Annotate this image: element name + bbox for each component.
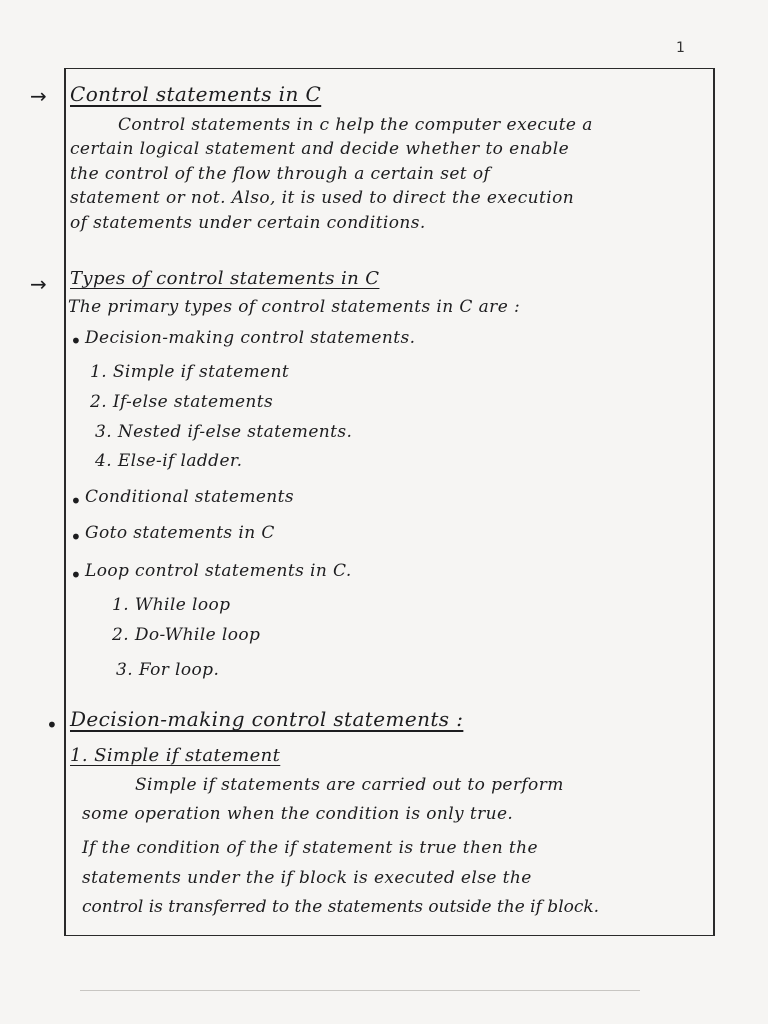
list-item-conditional: Conditional statements bbox=[85, 487, 295, 507]
paragraph-line: certain logical statement and decide whether to enable bbox=[70, 139, 570, 159]
section-heading-control-statements: Control statements in C bbox=[70, 82, 322, 106]
paragraph-line: some operation when the condition is only true. bbox=[82, 804, 514, 824]
paragraph-line: statements under the if block is executed else the bbox=[82, 868, 532, 888]
section-heading-decision-making: Decision-making control statements : bbox=[70, 707, 464, 731]
list-item-goto: Goto statements in C bbox=[85, 523, 275, 543]
sub-list-item: 1. While loop bbox=[112, 595, 231, 615]
sub-list-item: 3. Nested if-else statements. bbox=[95, 422, 353, 442]
arrow-icon: → bbox=[30, 84, 47, 108]
bullet-icon: • bbox=[70, 525, 82, 549]
list-item-decision-making: Decision-making control statements. bbox=[85, 328, 416, 348]
sub-list-item: 2. If-else statements bbox=[90, 392, 274, 412]
paragraph-line: Control statements in c help the computer execute a bbox=[118, 115, 593, 135]
bullet-icon: • bbox=[46, 713, 58, 737]
section-heading-types: Types of control statements in C bbox=[70, 268, 380, 289]
page-bottom-rule bbox=[80, 990, 640, 991]
page-number: 1 bbox=[676, 40, 685, 56]
sub-list-item: 3. For loop. bbox=[116, 660, 220, 680]
intro-line: The primary types of control statements in C are : bbox=[68, 297, 521, 317]
paragraph-line: Simple if statements are carried out to perform bbox=[135, 775, 564, 795]
paragraph-line: of statements under certain conditions. bbox=[70, 213, 426, 233]
arrow-icon: → bbox=[30, 272, 47, 296]
paragraph-line: control is transferred to the statements outside the if block. bbox=[82, 897, 600, 917]
subheading-simple-if: 1. Simple if statement bbox=[70, 745, 281, 766]
paragraph-line: the control of the flow through a certain set of bbox=[70, 164, 491, 184]
bullet-icon: • bbox=[70, 563, 82, 587]
paragraph-line: statement or not. Also, it is used to direct the execution bbox=[70, 188, 575, 208]
list-item-loop: Loop control statements in C. bbox=[85, 561, 352, 581]
bullet-icon: • bbox=[70, 489, 82, 513]
paragraph-line: If the condition of the if statement is true then the bbox=[82, 838, 538, 858]
sub-list-item: 2. Do-While loop bbox=[112, 625, 261, 645]
bullet-icon: • bbox=[70, 329, 82, 353]
sub-list-item: 1. Simple if statement bbox=[90, 362, 290, 382]
sub-list-item: 4. Else-if ladder. bbox=[95, 451, 243, 471]
